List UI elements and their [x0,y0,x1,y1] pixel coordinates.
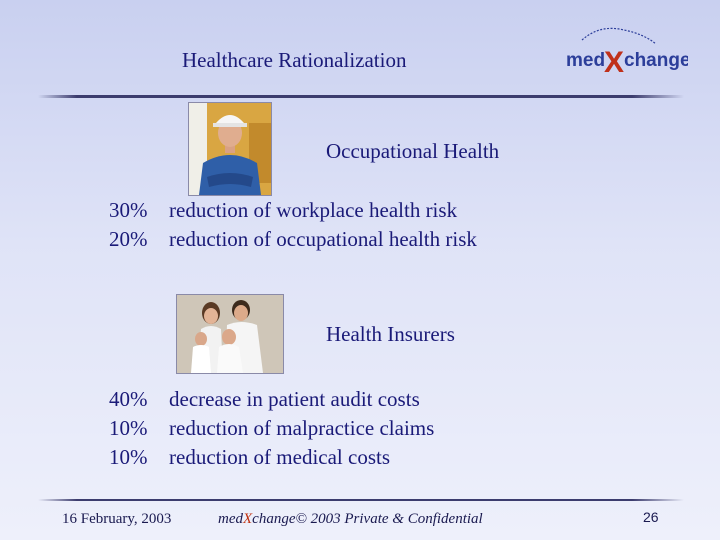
stat-percent: 10% [109,416,148,440]
logo-change: change [624,50,688,71]
stat-line [109,198,457,223]
top-divider [38,95,684,98]
slide-title: Healthcare Rationalization [182,48,407,72]
page-number: 26 [643,509,659,525]
stat-line [109,445,390,470]
stat-line [109,416,434,441]
logo-med: med [566,50,606,71]
logo-x: X [604,46,625,79]
medxchange-logo [560,22,688,86]
footer-date: 16 February, 2003 [62,511,172,527]
stat-percent: 20% [109,227,148,251]
stat-percent: 40% [109,387,148,411]
stat-line [109,387,420,412]
stat-percent: 10% [109,445,148,469]
bottom-divider [38,499,684,501]
footer-conf-x: X [243,511,253,527]
stat-percent: 30% [109,198,148,222]
section-heading-health-insurers: Health Insurers [326,322,455,346]
footer-conf-suffix: change© 2003 Private & Confidential [252,511,483,527]
stat-text: reduction of malpractice claims [169,416,435,440]
stat-text: reduction of medical costs [169,445,391,469]
stat-text: decrease in patient audit costs [169,387,420,411]
footer-conf-prefix: med [218,511,243,527]
footer-confidential [218,511,483,528]
construction-worker-photo [188,102,272,196]
section-heading-occupational-health: Occupational Health [326,139,500,163]
stat-text: reduction of workplace health risk [169,198,458,222]
family-photo [176,294,284,374]
medxchange-logo-icon [560,22,688,86]
stat-text: reduction of occupational health risk [169,227,477,251]
stat-line [109,227,477,252]
